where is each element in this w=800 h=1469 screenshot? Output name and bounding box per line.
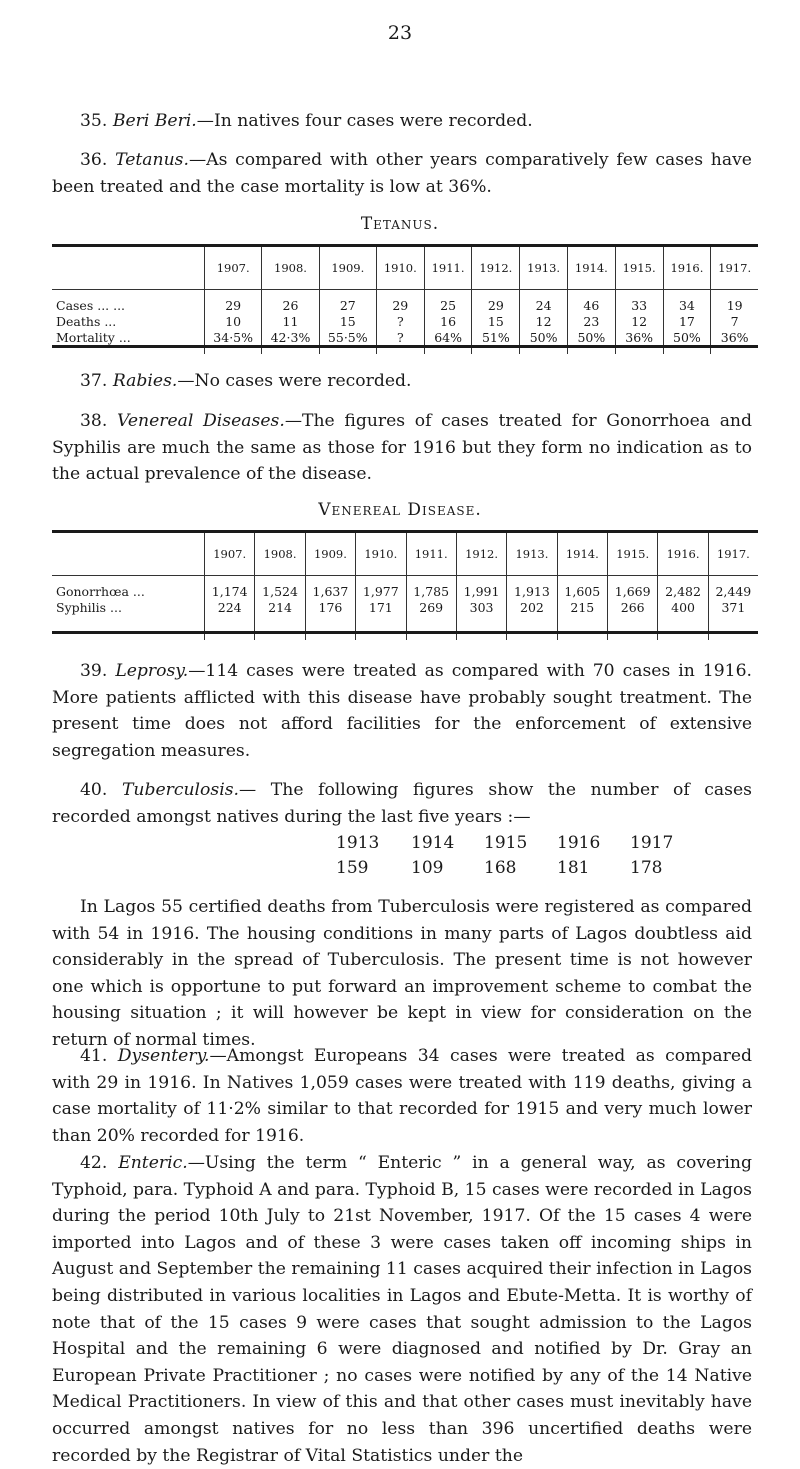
year-header-cell: 1909. (319, 247, 376, 290)
table-cell-value: 1,669 (614, 584, 651, 599)
para-text: — The following figures show the number of cases recorded amongst natives during the last five years :— (52, 780, 752, 827)
table-cell-value: 50% (529, 330, 558, 345)
year-header-cell: 1914. (568, 247, 616, 290)
para-number: 39. (80, 661, 108, 681)
table-cell-value: 176 (318, 600, 343, 615)
year-header-cell: 1914. (557, 533, 607, 576)
table-cell-value: 46 (583, 298, 600, 313)
para-text: —The figures of cases treated for Gonorrhoea and Syphilis are much the same as those for 1916 but they form no indication as to the actual prevalence of the disease. (52, 411, 753, 485)
venereal-table-title: Venereal Disease. (318, 500, 482, 520)
paragraph-40 (52, 777, 752, 830)
table-cell-value: ? (396, 330, 404, 345)
para-title: Venereal Diseases. (117, 411, 285, 431)
paragraph-37 (52, 368, 752, 395)
para-title: Tetanus. (115, 150, 189, 170)
table-cell-value: 1,977 (362, 584, 399, 599)
table-cell-value: 400 (671, 600, 695, 615)
table-cell-value: 1,785 (413, 584, 450, 599)
para-number: 36. (80, 150, 108, 170)
table-cell-value: 34·5% (213, 330, 254, 345)
tb-value: 159 (336, 858, 369, 878)
row-label: Deaths ... (56, 314, 117, 329)
para-number: 42. (80, 1153, 108, 1173)
table-cell-value: 1,913 (514, 584, 550, 599)
para-text: —No cases were recorded. (177, 371, 412, 391)
tb-value: 178 (630, 858, 663, 878)
tb-year: 1914 (411, 833, 455, 853)
row-label: Gonorrhœa ... (56, 584, 145, 599)
table-cell-value: 1,174 (211, 584, 248, 599)
table-cell-value: 27 (339, 298, 356, 313)
venereal-table (52, 533, 758, 640)
table-cell-value: 11 (282, 314, 299, 329)
year-header-cell: 1917. (711, 247, 758, 290)
tb-value: 181 (557, 858, 590, 878)
para-title: Tuberculosis. (121, 780, 240, 800)
header-label-cell (52, 533, 205, 576)
paragraph-38 (52, 408, 752, 488)
year-header-cell: 1910. (376, 247, 424, 290)
table-cell-value: 19 (726, 298, 743, 313)
table-cell-value: ? (396, 314, 404, 329)
table-bottom-rule (52, 345, 758, 348)
para-text: —In natives four cases were recorded. (196, 111, 533, 131)
table-cell-value: 215 (570, 600, 595, 615)
table-cell-value: 17 (678, 314, 695, 329)
table-cell-value: 15 (487, 314, 504, 329)
table-bottom-rule (52, 631, 758, 634)
table-cell-value: 64% (434, 330, 462, 345)
year-header-cell: 1907. (205, 533, 255, 576)
paragraph-39 (52, 658, 752, 764)
year-header-cell: 1916. (658, 533, 708, 576)
para-text: —114 cases were treated as compared with 70 cases in 1916. More patients afflicted with this disease have probably sought treatment. The present time does not afford facilities for the enforcement of extensive segregation measures. (52, 661, 752, 761)
table-cell-value: 29 (487, 298, 504, 313)
table-cell-value: 24 (535, 298, 552, 313)
tetanus-table-title: Tetanus. (360, 214, 440, 234)
table-cell-value: 1,637 (312, 584, 349, 599)
tb-year: 1917 (630, 833, 674, 853)
para-number: 37. (80, 371, 108, 391)
tetanus-table (52, 247, 758, 354)
year-header-cell: 1917. (708, 533, 758, 576)
table-cell-value: 25 (440, 298, 457, 313)
row-label: Syphilis ... (56, 600, 122, 615)
year-header-cell: 1915. (608, 533, 658, 576)
header-label-cell (52, 247, 205, 290)
table-cell-value: 2,482 (665, 584, 701, 599)
table-cell-value: 15 (339, 314, 356, 329)
paragraph-36 (52, 147, 752, 200)
year-header-cell: 1911. (424, 247, 472, 290)
table-cell-value: 171 (368, 600, 393, 615)
table-cell-value: 1,991 (463, 584, 500, 599)
year-header-cell: 1908. (255, 533, 305, 576)
para-title: Enteric. (118, 1153, 188, 1173)
table-cell-value: 16 (440, 314, 457, 329)
para-number: 41. (80, 1046, 108, 1066)
table-cell-value: 269 (419, 600, 444, 615)
table-cell-value: 33 (631, 298, 648, 313)
year-header-cell: 1913. (507, 533, 557, 576)
tb-value: 109 (411, 858, 444, 878)
table-cell-value: 29 (392, 298, 409, 313)
year-header-cell: 1910. (356, 533, 406, 576)
table-cell-value: 371 (721, 600, 746, 615)
para-number: 38. (80, 411, 108, 431)
row-label: Cases ... ... (56, 298, 126, 313)
table-cell-value: 202 (520, 600, 544, 615)
year-header-cell: 1913. (520, 247, 568, 290)
tb-year: 1913 (336, 833, 380, 853)
year-header-cell: 1912. (456, 533, 506, 576)
table-cell-value: 12 (535, 314, 552, 329)
table-cell-value: 36% (720, 330, 749, 345)
paragraph-42 (52, 1150, 752, 1469)
para-title: Rabies. (112, 371, 178, 391)
year-header-cell: 1915. (615, 247, 663, 290)
year-header-cell: 1912. (472, 247, 520, 290)
table-cell-value: 34 (678, 298, 695, 313)
header-row (52, 533, 758, 576)
row-label: Mortality ... (56, 330, 131, 345)
table-cell-value: 23 (583, 314, 600, 329)
table-cell-value: 55·5% (327, 330, 368, 345)
para-number: 40. (80, 780, 108, 800)
year-header-cell: 1908. (262, 247, 319, 290)
para-text: In Lagos 55 certified deaths from Tuberculosis were registered as compared with 54 in 1916. The housing conditions in many parts of Lagos doubtless aid considerably in the spread of Tuberculosis. The present time is not however one which is opportune to put forward an improvement scheme to combat the housing situation ; it will however be kept in view for consideration on the return of normal times. (52, 897, 752, 1050)
table-cell-value: 50% (577, 330, 606, 345)
paragraph-40-continued (52, 894, 752, 1054)
table-cell-value: 2,449 (715, 584, 752, 599)
table-cell-value: 266 (620, 600, 645, 615)
para-text: —Amongst Europeans 34 cases were treated as compared with 29 in 1916. In Natives 1,059 cases were treated with 119 deaths, giving a case mortality of 11·2% similar to that recorded for 1915 and very much lower than 20% recorded for 1916. (52, 1046, 752, 1146)
table-cell-value: 1,605 (564, 584, 601, 599)
table-cell-value: 42·3% (270, 330, 311, 345)
year-header-cell: 1916. (663, 247, 711, 290)
table-cell-value: 26 (282, 298, 299, 313)
year-header-cell: 1911. (406, 533, 456, 576)
para-title: Beri Beri. (112, 111, 197, 131)
table-cell-value: 50% (673, 330, 701, 345)
table-cell-value: 1,524 (262, 584, 298, 599)
paragraph-41 (52, 1043, 752, 1149)
tb-value: 168 (484, 858, 517, 878)
para-title: Dysentery. (117, 1046, 210, 1066)
table-cell-value: 12 (631, 314, 648, 329)
table-cell-value: 10 (225, 314, 242, 329)
year-header-cell: 1909. (305, 533, 355, 576)
para-number: 35. (80, 111, 108, 131)
table-cell-value: 303 (469, 600, 494, 615)
table-cell-value: 36% (625, 330, 654, 345)
header-row (52, 247, 758, 290)
table-cell-value: 29 (225, 298, 242, 313)
paragraph-35 (52, 108, 752, 135)
tb-year: 1915 (484, 833, 528, 853)
tb-year: 1916 (557, 833, 601, 853)
table-cell-value: 224 (217, 600, 242, 615)
table-cell-value: 51% (481, 330, 510, 345)
year-header-cell: 1907. (205, 247, 262, 290)
para-text: —Using the term “ Enteric ” in a general way, as covering Typhoid, para. Typhoid A and para. Typhoid B, 15 cases were recorded in Lagos during the period 10th July to 21st November, 1917. Of the 15 cases 4 were imported into Lagos and of these 3 were cases taken off incoming ships in August and September the remaining 11 cases acquired their infection in Lagos being distributed in various localities in Lagos and Ebute-Metta. It is worthy of note that of the 15 cases 9 were cases that sought admission to the Lagos Hospital and the remaining 6 were diagnosed and notified by Dr. Gray an European Private Practitioner ; no cases were notified by any of the 14 Native Medical Practitioners. In view of this and that other cases must inevitably have occurred amongst natives for no less than 396 uncertified deaths were recorded by the Registrar of Vital Statistics under the (52, 1153, 752, 1466)
page-number: 23 (387, 22, 413, 44)
para-title: Leprosy. (115, 661, 189, 681)
table-cell-value: 214 (268, 600, 292, 615)
table-cell-value: 7 (730, 314, 739, 329)
para-text: —As compared with other years comparatively few cases have been treated and the case mortality is low at 36%. (52, 150, 752, 197)
